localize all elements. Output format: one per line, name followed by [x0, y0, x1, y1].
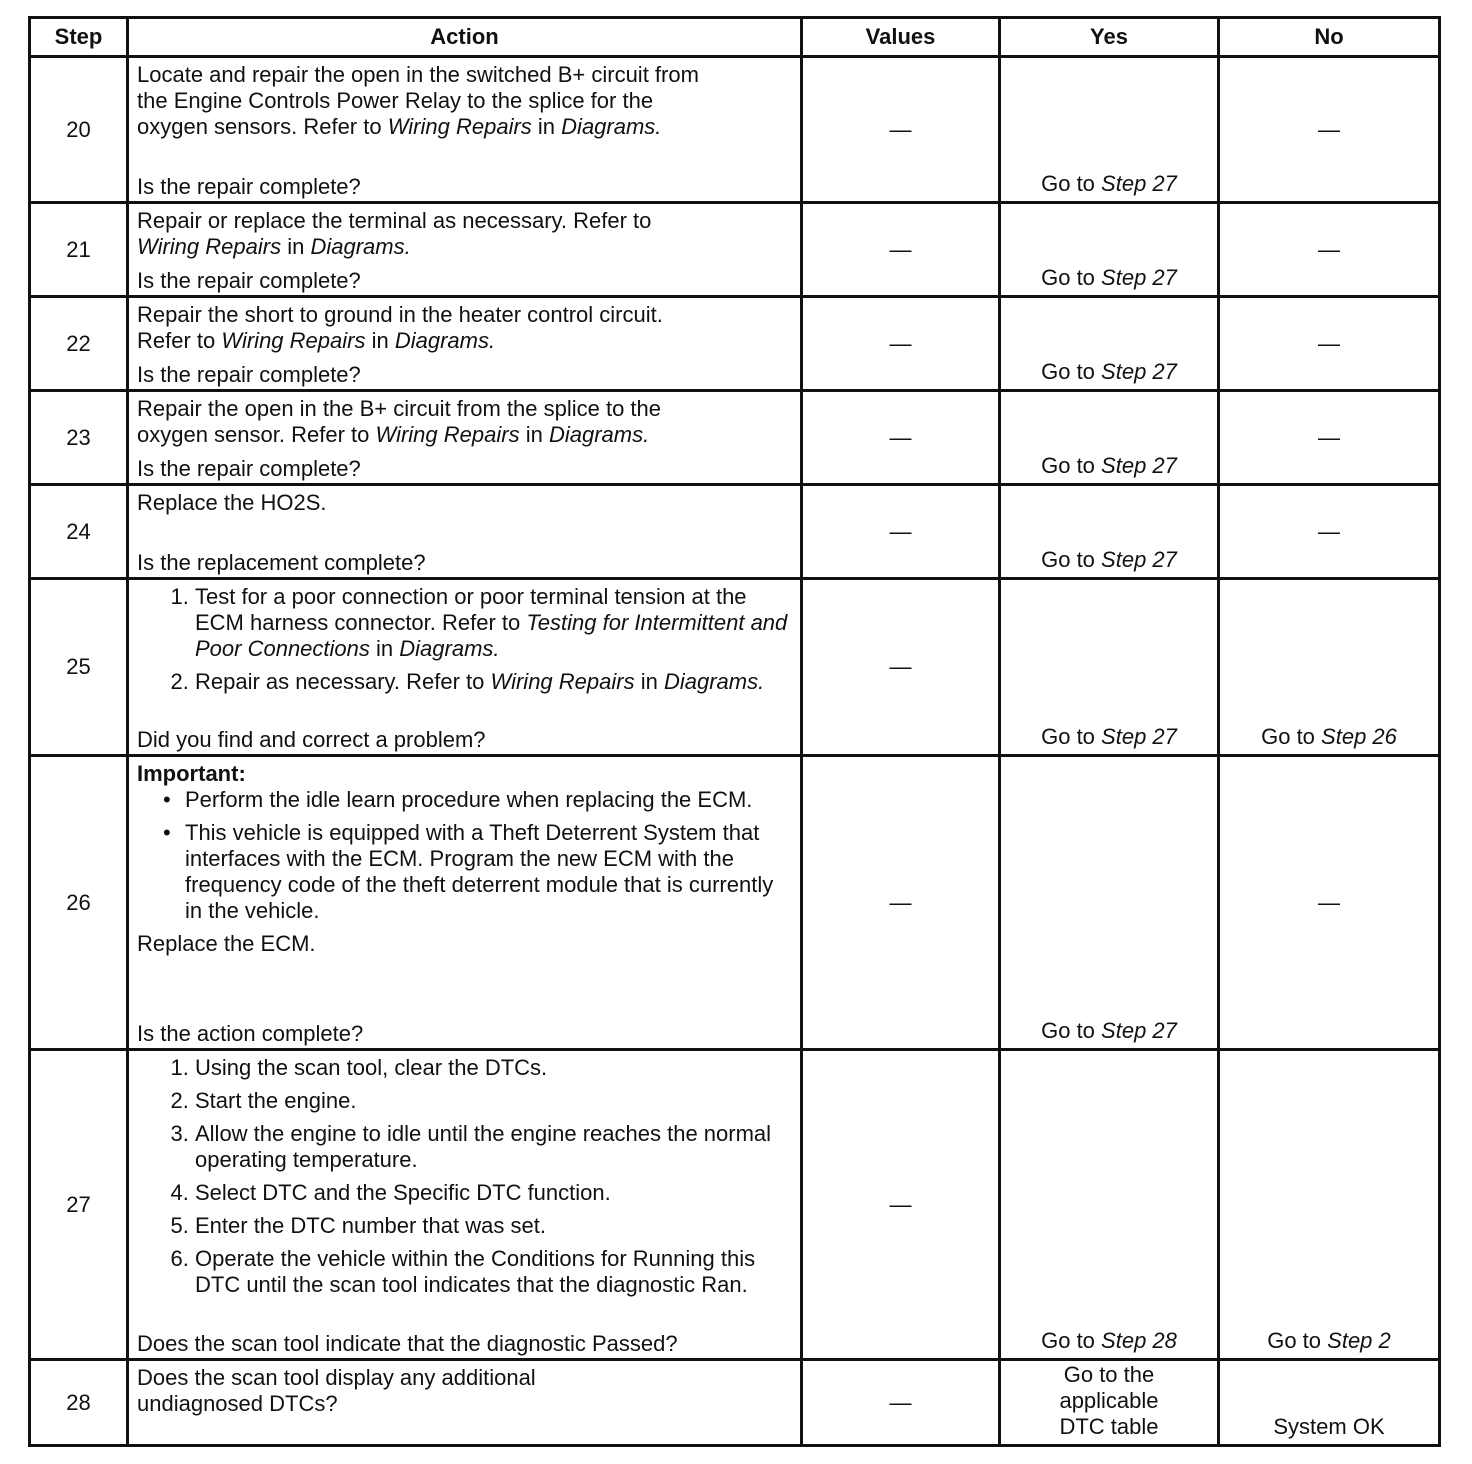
- table-row: [30, 1360, 1440, 1446]
- values-cell: —: [802, 57, 1000, 203]
- header-yes: Yes: [1000, 18, 1219, 57]
- action-text: Replace the ECM.: [137, 931, 316, 956]
- question-text: undiagnosed DTCs?: [137, 1391, 338, 1416]
- no-cell: System OK: [1219, 1360, 1440, 1446]
- action-cell: [128, 485, 802, 579]
- values-cell: —: [802, 203, 1000, 297]
- yes-text: DTC table: [1059, 1413, 1159, 1439]
- table-row: [30, 756, 1440, 1050]
- values-cell: —: [802, 391, 1000, 485]
- no-cell: —: [1219, 57, 1440, 203]
- header-action: Action: [128, 18, 802, 57]
- table-row: [30, 579, 1440, 756]
- values-cell: —: [802, 579, 1000, 756]
- list-item: 3. Allow the engine to idle until the engine reaches the normal operating temperature.: [195, 1121, 792, 1173]
- action-text: oxygen sensor. Refer to Wiring Repairs in Diagrams.: [137, 422, 650, 447]
- action-text: Locate and repair the open in the switched B+ circuit from: [137, 62, 699, 87]
- table-row: [30, 297, 1440, 391]
- action-cell: [128, 1050, 802, 1360]
- action-text: the Engine Controls Power Relay to the splice for the: [137, 88, 654, 113]
- no-cell: —: [1219, 203, 1440, 297]
- no-cell: —: [1219, 485, 1440, 579]
- action-text: Repair the short to ground in the heater control circuit.: [137, 302, 663, 327]
- action-text: Wiring Repairs in Diagrams.: [137, 234, 411, 259]
- step-number: 22: [30, 297, 128, 391]
- action-text: Repair the open in the B+ circuit from the splice to the: [137, 396, 662, 421]
- list-item: 1. Test for a poor connection or poor terminal tension at the ECM harness connector. Refer to Testing for Intermittent and Poor Connections in Diagrams.: [195, 584, 792, 662]
- values-cell: —: [802, 1360, 1000, 1446]
- list-item: 1. Using the scan tool, clear the DTCs.: [195, 1055, 792, 1081]
- numbered-list: [137, 1055, 792, 1305]
- step-number: 27: [30, 1050, 128, 1360]
- yes-cell: Go to Step 27: [1000, 297, 1219, 391]
- header-row: [30, 18, 1440, 57]
- action-text: oxygen sensors. Refer to Wiring Repairs in Diagrams.: [137, 114, 662, 139]
- action-cell: [128, 57, 802, 203]
- values-cell: —: [802, 1050, 1000, 1360]
- no-cell: —: [1219, 391, 1440, 485]
- no-cell: —: [1219, 756, 1440, 1050]
- list-item: • This vehicle is equipped with a Theft Deterrent System that interfaces with the ECM. Program the new ECM with the frequency code of the theft deterrent module that is currently in the vehicle.: [185, 820, 792, 924]
- table-row: [30, 485, 1440, 579]
- step-number: 25: [30, 579, 128, 756]
- important-label: Important:: [137, 761, 246, 786]
- action-cell: [128, 391, 802, 485]
- question-text: Did you find and correct a problem?: [137, 727, 486, 752]
- yes-cell: Go to Step 27: [1000, 203, 1219, 297]
- yes-cell: Go to Step 27: [1000, 391, 1219, 485]
- step-number: 28: [30, 1360, 128, 1446]
- yes-text: applicable: [1059, 1387, 1159, 1413]
- bullet-list: [137, 787, 792, 931]
- step-number: 24: [30, 485, 128, 579]
- action-cell: [128, 756, 802, 1050]
- question-text: Is the replacement complete?: [137, 550, 426, 575]
- question-text: Is the repair complete?: [137, 362, 361, 387]
- list-item: • Perform the idle learn procedure when replacing the ECM.: [185, 787, 792, 813]
- list-item: 4. Select DTC and the Specific DTC function.: [195, 1180, 792, 1206]
- question-text: Is the action complete?: [137, 1021, 364, 1046]
- diagnostic-table: [28, 16, 1441, 1447]
- yes-cell: Go to Step 27: [1000, 485, 1219, 579]
- no-cell: Go to Step 2: [1219, 1050, 1440, 1360]
- action-cell: [128, 579, 802, 756]
- no-cell: Go to Step 26: [1219, 579, 1440, 756]
- table-row: [30, 1050, 1440, 1360]
- no-cell: —: [1219, 297, 1440, 391]
- table-row: [30, 203, 1440, 297]
- question-text: Is the repair complete?: [137, 268, 361, 293]
- step-number: 21: [30, 203, 128, 297]
- step-number: 23: [30, 391, 128, 485]
- header-values: Values: [802, 18, 1000, 57]
- yes-cell: Go to Step 28: [1000, 1050, 1219, 1360]
- yes-cell: Go to Step 27: [1000, 579, 1219, 756]
- header-no: No: [1219, 18, 1440, 57]
- yes-cell: Go to Step 27: [1000, 57, 1219, 203]
- list-item: 5. Enter the DTC number that was set.: [195, 1213, 792, 1239]
- yes-cell: Go to Step 27: [1000, 756, 1219, 1050]
- numbered-list: [137, 584, 792, 702]
- action-text: Replace the HO2S.: [137, 490, 327, 515]
- table-row: [30, 57, 1440, 203]
- question-text: Is the repair complete?: [137, 456, 361, 481]
- action-cell: [128, 203, 802, 297]
- action-text: Refer to Wiring Repairs in Diagrams.: [137, 328, 496, 353]
- question-text: Is the repair complete?: [137, 174, 361, 199]
- action-text: Repair or replace the terminal as necessary. Refer to: [137, 208, 652, 233]
- header-step: Step: [30, 18, 128, 57]
- question-text: Does the scan tool display any additional: [137, 1365, 536, 1390]
- yes-text: Go to the: [1063, 1361, 1155, 1387]
- list-item: 2. Repair as necessary. Refer to Wiring Repairs in Diagrams.: [195, 669, 792, 695]
- question-text: Does the scan tool indicate that the diagnostic Passed?: [137, 1331, 678, 1356]
- table-row: [30, 391, 1440, 485]
- action-cell: [128, 297, 802, 391]
- step-number: 20: [30, 57, 128, 203]
- list-item: 6. Operate the vehicle within the Conditions for Running this DTC until the scan tool indicates that the diagnostic Ran.: [195, 1246, 792, 1298]
- values-cell: —: [802, 297, 1000, 391]
- action-cell: [128, 1360, 802, 1446]
- list-item: 2. Start the engine.: [195, 1088, 792, 1114]
- values-cell: —: [802, 485, 1000, 579]
- values-cell: —: [802, 756, 1000, 1050]
- yes-cell: [1000, 1360, 1219, 1446]
- step-number: 26: [30, 756, 128, 1050]
